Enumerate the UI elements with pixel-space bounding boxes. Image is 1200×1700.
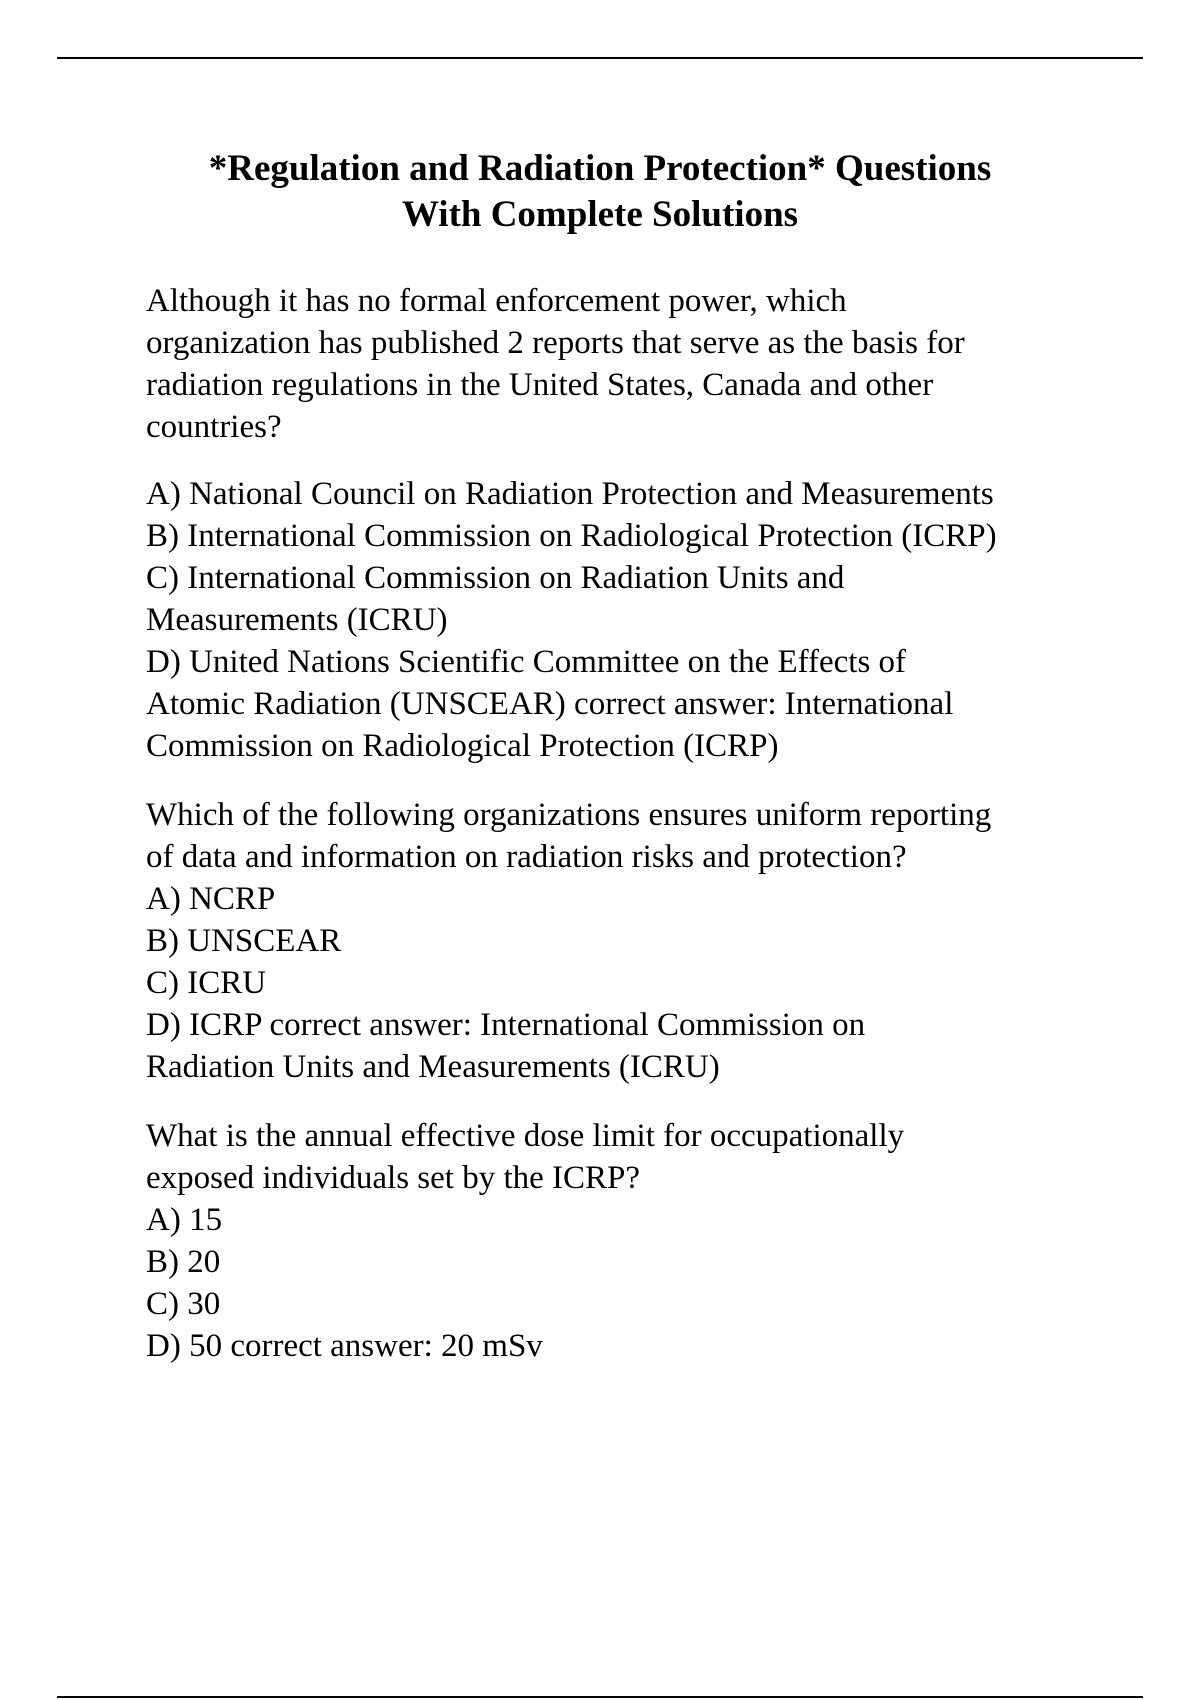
- question-3-option-a: A) 15: [146, 1202, 223, 1238]
- question-2-option-b: B) UNSCEAR: [146, 923, 342, 959]
- question-1-answer-line: Commission on Radiological Protection (ICRP): [146, 728, 779, 764]
- document-body: [146, 280, 1146, 1394]
- question-2-text-line: Which of the following organizations ensures uniform reporting: [146, 797, 992, 833]
- question-1-text-line: radiation regulations in the United States, Canada and other: [146, 367, 934, 403]
- question-1-text-line: countries?: [146, 409, 282, 445]
- question-2-option-a: A) NCRP: [146, 881, 276, 917]
- question-1-option-b: B) International Commission on Radiological Protection (ICRP): [146, 518, 997, 554]
- question-1-option-c: C) International Commission on Radiation Units and: [146, 560, 845, 596]
- question-1-option-d: D) United Nations Scientific Committee on the Effects of: [146, 644, 907, 680]
- question-3: [146, 1115, 1146, 1367]
- top-rule: [57, 57, 1143, 59]
- question-3-option-b: B) 20: [146, 1244, 221, 1280]
- title-line-2: With Complete Solutions: [401, 194, 799, 235]
- question-1-text-line: Although it has no formal enforcement power, which: [146, 283, 847, 319]
- question-1-option-c-cont: Measurements (ICRU): [146, 602, 448, 638]
- question-3-text-line: What is the annual effective dose limit for occupationally: [146, 1118, 905, 1154]
- question-2-option-c: C) ICRU: [146, 965, 267, 1001]
- question-2-option-d: D) ICRP correct answer: International Commission on: [146, 1007, 866, 1043]
- question-2: [146, 794, 1146, 1088]
- question-2-text-line: of data and information on radiation risks and protection?: [146, 839, 907, 875]
- question-2-answer-line: Radiation Units and Measurements (ICRU): [146, 1049, 720, 1085]
- question-1-text-line: organization has published 2 reports that serve as the basis for: [146, 325, 965, 361]
- question-1-answer-line: Atomic Radiation (UNSCEAR) correct answer: International: [146, 686, 954, 722]
- question-1: [146, 280, 1146, 767]
- question-3-option-c: C) 30: [146, 1286, 221, 1322]
- question-1-option-a: A) National Council on Radiation Protection and Measurements: [146, 476, 994, 512]
- bottom-rule: [57, 1696, 1143, 1698]
- question-3-option-d: D) 50 correct answer: 20 mSv: [146, 1328, 543, 1364]
- question-3-text-line: exposed individuals set by the ICRP?: [146, 1160, 641, 1196]
- document-title: [100, 146, 1100, 238]
- title-line-1: *Regulation and Radiation Protection* Questions: [208, 148, 992, 189]
- spacer: [146, 448, 1146, 473]
